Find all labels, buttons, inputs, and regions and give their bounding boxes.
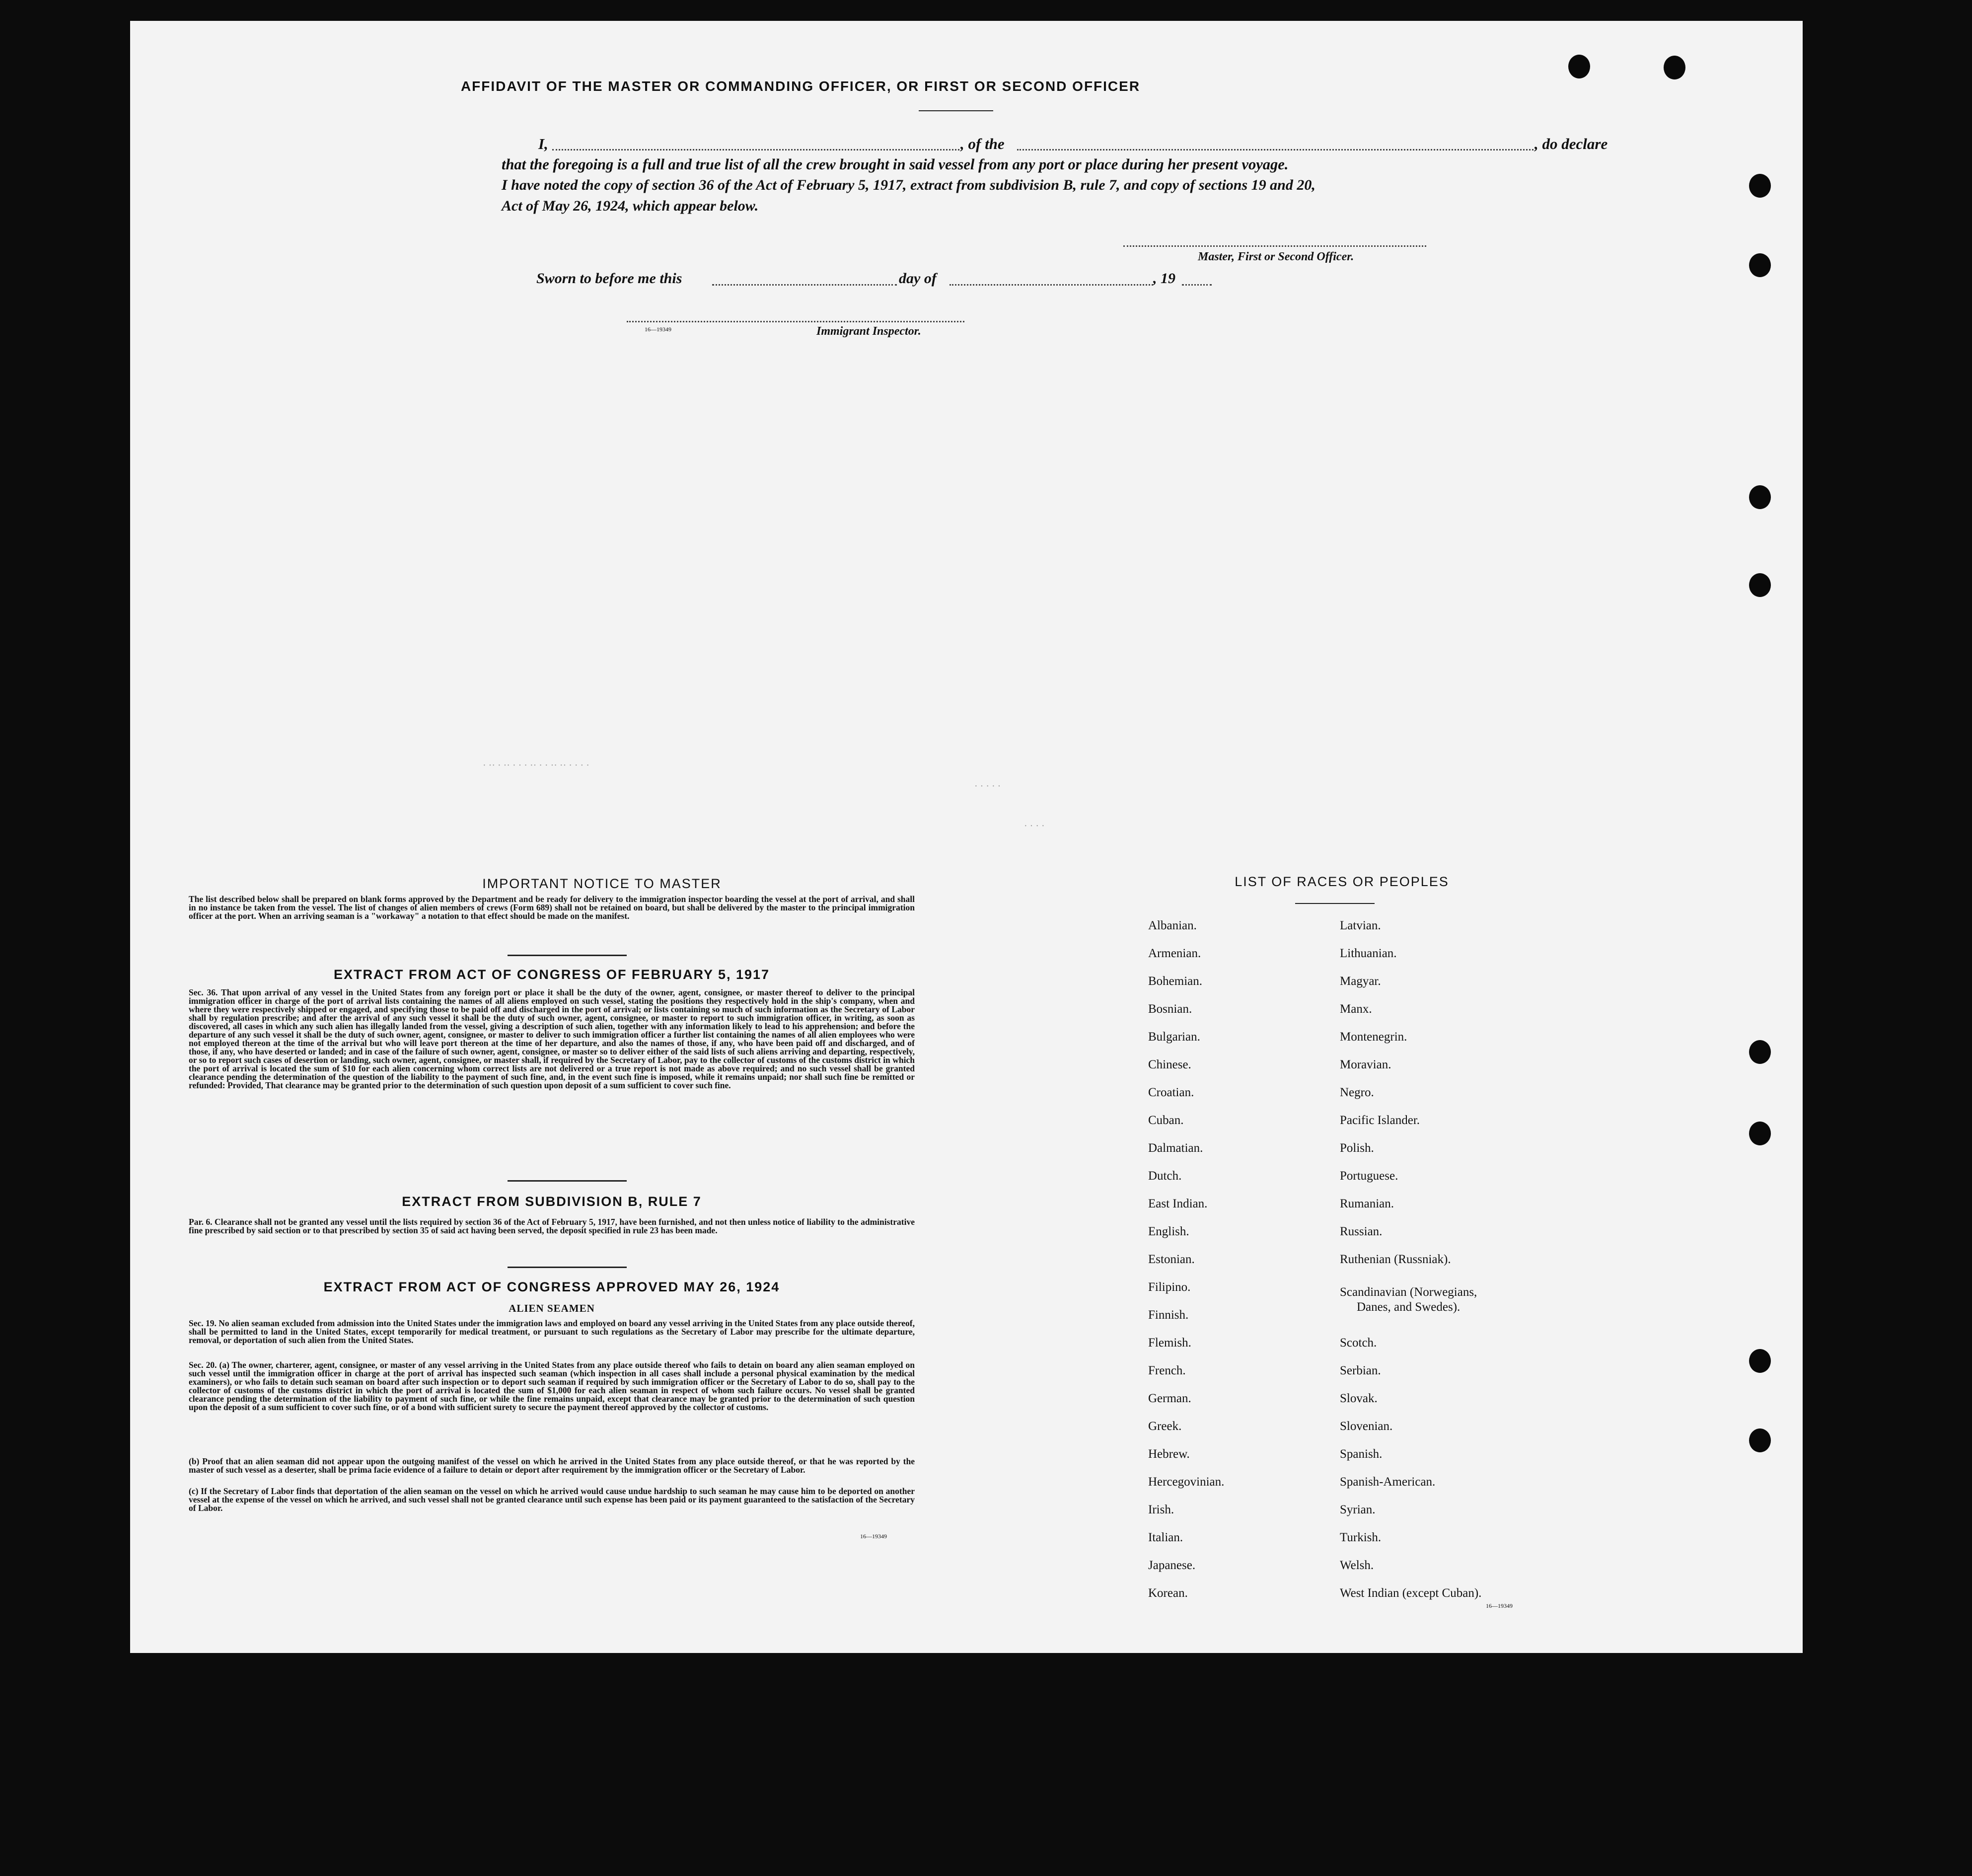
affidavit-do-declare: , do declare (1534, 135, 1608, 152)
race-item: Estonian. (1148, 1253, 1195, 1266)
bleed-through-mark: · ·· · ·· · · · ·· · · ·· ·· · · · · (483, 760, 589, 771)
races-title-rule (1295, 903, 1375, 904)
punch-hole-icon (1749, 1040, 1771, 1064)
race-item: Montenegrin. (1340, 1030, 1407, 1044)
sworn-prefix: Sworn to before me this (536, 270, 682, 287)
race-item: West Indian (except Cuban). (1340, 1586, 1482, 1600)
race-item: Slovenian. (1340, 1420, 1393, 1433)
race-item: Dutch. (1148, 1169, 1182, 1183)
officer-signature-field[interactable] (1123, 245, 1426, 247)
race-item: Bohemian. (1148, 975, 1203, 988)
section-divider (508, 1180, 627, 1182)
punch-hole-icon (1749, 485, 1771, 509)
race-item: Danes, and Swedes). (1357, 1300, 1461, 1314)
affidavit-line-3: I have noted the copy of section 36 of the Act of February 5, 1917, extract from subdivision B, rule 7, and copy of sections 19 and 20, (502, 177, 1315, 193)
affidavit-title-rule (919, 110, 993, 111)
race-item: Latvian. (1340, 919, 1381, 932)
race-item: Finnish. (1148, 1308, 1189, 1322)
race-item: Korean. (1148, 1586, 1188, 1600)
race-item: Manx. (1340, 1002, 1372, 1016)
punch-hole-icon (1568, 55, 1590, 78)
punch-hole-icon (1749, 253, 1771, 277)
races-title: LIST OF RACES OR PEOPLES (1235, 874, 1449, 889)
extract-1924-form-number: 16—19349 (860, 1533, 887, 1540)
bleed-through-mark: · · · · · (974, 781, 1001, 792)
race-item: Croatian. (1148, 1086, 1194, 1099)
race-item: Polish. (1340, 1141, 1374, 1155)
races-form-number: 16—19349 (1486, 1602, 1513, 1609)
document-page (130, 21, 1803, 1653)
declarant-name-field[interactable] (552, 149, 959, 150)
extract-1924-sec20c: (c) If the Secretary of Labor finds that deportation of the alien seaman on the vessel on which he arrived would cause undue hardship to such seaman he may cause him to be deported on another vessel at the expense of the vessel on which he arrived, and such vessel shall not be granted clearance until such expense has been paid or its payment guaranteed to the satisfaction of the Secretary of Labor. (189, 1486, 915, 1513)
inspector-signature-field[interactable] (627, 321, 964, 322)
race-item: Albanian. (1148, 919, 1197, 932)
race-item: Turkish. (1340, 1531, 1382, 1544)
race-item: Irish. (1148, 1503, 1174, 1516)
punch-hole-icon (1749, 1349, 1771, 1373)
officer-label: Master, First or Second Officer. (1198, 250, 1354, 263)
race-item: Spanish-American. (1340, 1475, 1436, 1489)
affidavit-of-the: , of the (960, 135, 1005, 152)
race-item: Bulgarian. (1148, 1030, 1200, 1044)
extract-1924-subtitle: ALIEN SEAMEN (509, 1302, 595, 1314)
race-item: Dalmatian. (1148, 1141, 1203, 1155)
race-item: Scandinavian (Norwegians, (1340, 1285, 1477, 1299)
race-item: Italian. (1148, 1531, 1183, 1544)
sworn-day-of: day of (899, 270, 937, 287)
race-item: Greek. (1148, 1420, 1182, 1433)
notice-text: The list described below shall be prepared on blank forms approved by the Department and be ready for delivery to the immigration inspector boarding the vessel at the port of arrival, and shall in no instance be taken from the vessel. The list of changes of alien members of crews (Form 689) shall not be retained on board, but shall be delivered by the master to the principal immigration officer at the port. When an arriving seaman is a "workaway" a notation to that effect should be made on the manifest. (189, 894, 915, 921)
race-item: Bosnian. (1148, 1002, 1192, 1016)
race-item: Hebrew. (1148, 1447, 1190, 1461)
race-item: Lithuanian. (1340, 947, 1397, 960)
race-item: Slovak. (1340, 1392, 1378, 1405)
race-item: Chinese. (1148, 1058, 1191, 1071)
race-item: Negro. (1340, 1086, 1374, 1099)
extract-1924-sec20a: Sec. 20. (a) The owner, charterer, agent, consignee, or master of any vessel arriving in the United States from any place outside thereof who fails to detain on board any alien seaman employed on such vessel until the immigration officer in charge at the port of arrival has inspected such seaman (which inspection in all cases shall include a personal physical examination by the medical examiners), or who fails to detain such seaman on board after such inspection or to deport such seaman if required by such immigration officer or the Secretary of Labor to do so, shall pay to the collector of customs of the customs district in which the port of arrival is located the sum of $1,000 for each alien seaman in respect of whom such failure occurs. No vessel shall be granted clearance pending the determination of the liability to payment of such fine, or while the fine remains unpaid, except that clearance may be granted prior to the determination of such question upon the deposit of a sum sufficient to cover such fine, or of a bond with sufficient surety to secure the payment thereof approved by the collector of customs. (189, 1360, 915, 1412)
punch-hole-icon (1664, 56, 1685, 79)
vessel-name-field[interactable] (1017, 149, 1534, 150)
punch-hole-icon (1749, 573, 1771, 597)
affidavit-line-4: Act of May 26, 1924, which appear below. (502, 198, 759, 214)
race-item: Filipino. (1148, 1280, 1191, 1294)
affidavit-title: AFFIDAVIT OF THE MASTER OR COMMANDING OFFICER, OR FIRST OR SECOND OFFICER (460, 78, 1141, 94)
notice-title: IMPORTANT NOTICE TO MASTER (482, 876, 722, 891)
section-divider (508, 1267, 627, 1268)
race-item: Russian. (1340, 1225, 1383, 1238)
race-item: Welsh. (1340, 1559, 1374, 1572)
extract-1924-sec19: Sec. 19. No alien seaman excluded from admission into the United States under the immigration laws and employed on board any vessel arriving in the United States from any place outside thereof, shall be permitted to land in the United States, except temporarily for medical treatment, or pursuant to such regulations as the Secretary of Labor may prescribe for the ultimate departure, removal, or deportation of such alien from the United States. (189, 1318, 915, 1345)
extract-1917-title: EXTRACT FROM ACT OF CONGRESS OF FEBRUARY 5, 1917 (333, 967, 770, 982)
punch-hole-icon (1749, 1122, 1771, 1145)
race-item: Pacific Islander. (1340, 1114, 1420, 1127)
punch-hole-icon (1749, 1428, 1771, 1452)
extract-rule7-title: EXTRACT FROM SUBDIVISION B, RULE 7 (402, 1194, 702, 1209)
sworn-day-field[interactable] (712, 284, 897, 286)
race-item: Flemish. (1148, 1336, 1191, 1350)
race-item: Scotch. (1340, 1336, 1377, 1350)
inspector-label: Immigrant Inspector. (816, 325, 921, 338)
affidavit-form-number: 16—19349 (645, 326, 671, 333)
race-item: Hercegovinian. (1148, 1475, 1225, 1489)
sworn-month-field[interactable] (949, 284, 1153, 286)
race-item: Syrian. (1340, 1503, 1376, 1516)
race-item: Rumanian. (1340, 1197, 1394, 1210)
race-item: German. (1148, 1392, 1191, 1405)
race-item: East Indian. (1148, 1197, 1208, 1210)
extract-1924-title: EXTRACT FROM ACT OF CONGRESS APPROVED MAY 26, 1924 (323, 1279, 780, 1294)
sworn-year-field[interactable] (1182, 284, 1212, 286)
race-item: Armenian. (1148, 947, 1201, 960)
sworn-year: , 19 (1153, 270, 1175, 287)
race-item: Japanese. (1148, 1559, 1196, 1572)
race-item: English. (1148, 1225, 1189, 1238)
extract-1924-sec20b: (b) Proof that an alien seaman did not appear upon the outgoing manifest of the vessel on which he arrived in the United States from any place outside thereof, or that he was reported by the master of such vessel as a deserter, shall be prima facie evidence of a failure to detain or deport after requirement by the immigration officer or the Secretary of Labor. (189, 1456, 915, 1475)
race-item: Portuguese. (1340, 1169, 1398, 1183)
race-item: Spanish. (1340, 1447, 1383, 1461)
race-item: Cuban. (1148, 1114, 1184, 1127)
race-item: French. (1148, 1364, 1186, 1377)
race-item: Serbian. (1340, 1364, 1381, 1377)
extract-1917-text: Sec. 36. That upon arrival of any vessel in the United States from any foreign port or place it shall be the duty of the owner, agent, consignee, or master thereof to deliver to the principal immigration officer in charge of the port of arrival lists containing the names of all aliens employed on such vessel, stating the positions they respectively hold in the ship's company, when and where they were respectively shipped or engaged, and specifying those to be paid off and discharged in the port of arrival; or lists containing so much of such information as the Secretary of Labor shall by regulation prescribe; and after the arrival of any such vessel it shall be the duty of such owner, agent, consignee, or master to report to such immigration officer, in writing, as soon as discovered, all cases in which any such alien has illegally landed from the vessel, giving a description of such alien, together with any information likely to lead to his apprehension; and before the departure of any such vessel it shall be the duty of such owner, agent, consignee, or master to deliver to such immigration officer a further list containing the names of all alien employees who were not employed thereon at the time of the arrival but who will leave port thereon at the time of her departure, and also the names of those, if any, who have been paid off and discharged, and of those, if any, who have deserted or landed; and in case of the failure of such owner, agent, consignee, or master so to deliver either of the said lists of such aliens arriving and departing, respectively, or so to report such cases of desertion or landing, such owner, agent, consignee, or master shall, if required by the Secretary of Labor, pay to the collector of customs of the customs district in which the port of arrival is located the sum of $10 for each alien concerning whom correct lists are not delivered or a true report is not made as above required; and no such vessel shall be granted clearance pending the determination of the question of the liability to the payment of such fine, and, in the event such fine is imposed, while it remains unpaid; nor shall such fine be remitted or refunded: Provided, That clearance may be granted prior to the determination of such question upon deposit of a sum sufficient to cover such fine. (189, 987, 915, 1090)
section-divider (508, 955, 627, 956)
affidavit-line-1: I, (538, 135, 548, 152)
race-item: Ruthenian (Russniak). (1340, 1253, 1451, 1266)
affidavit-line-2: that the foregoing is a full and true list of all the crew brought in said vessel from any port or place during her present voyage. (502, 156, 1289, 173)
punch-hole-icon (1749, 174, 1771, 198)
race-item: Magyar. (1340, 975, 1381, 988)
race-item: Moravian. (1340, 1058, 1391, 1071)
extract-rule7-text: Par. 6. Clearance shall not be granted any vessel until the lists required by section 36 of the Act of February 5, 1917, have been furnished, and not then unless notice of liability to the administrative fine prescribed by said section or to that prescribed by section 35 of said act having been served, the deposit specified in rule 23 has been made. (189, 1217, 915, 1235)
bleed-through-mark: · · · · (1024, 821, 1045, 831)
